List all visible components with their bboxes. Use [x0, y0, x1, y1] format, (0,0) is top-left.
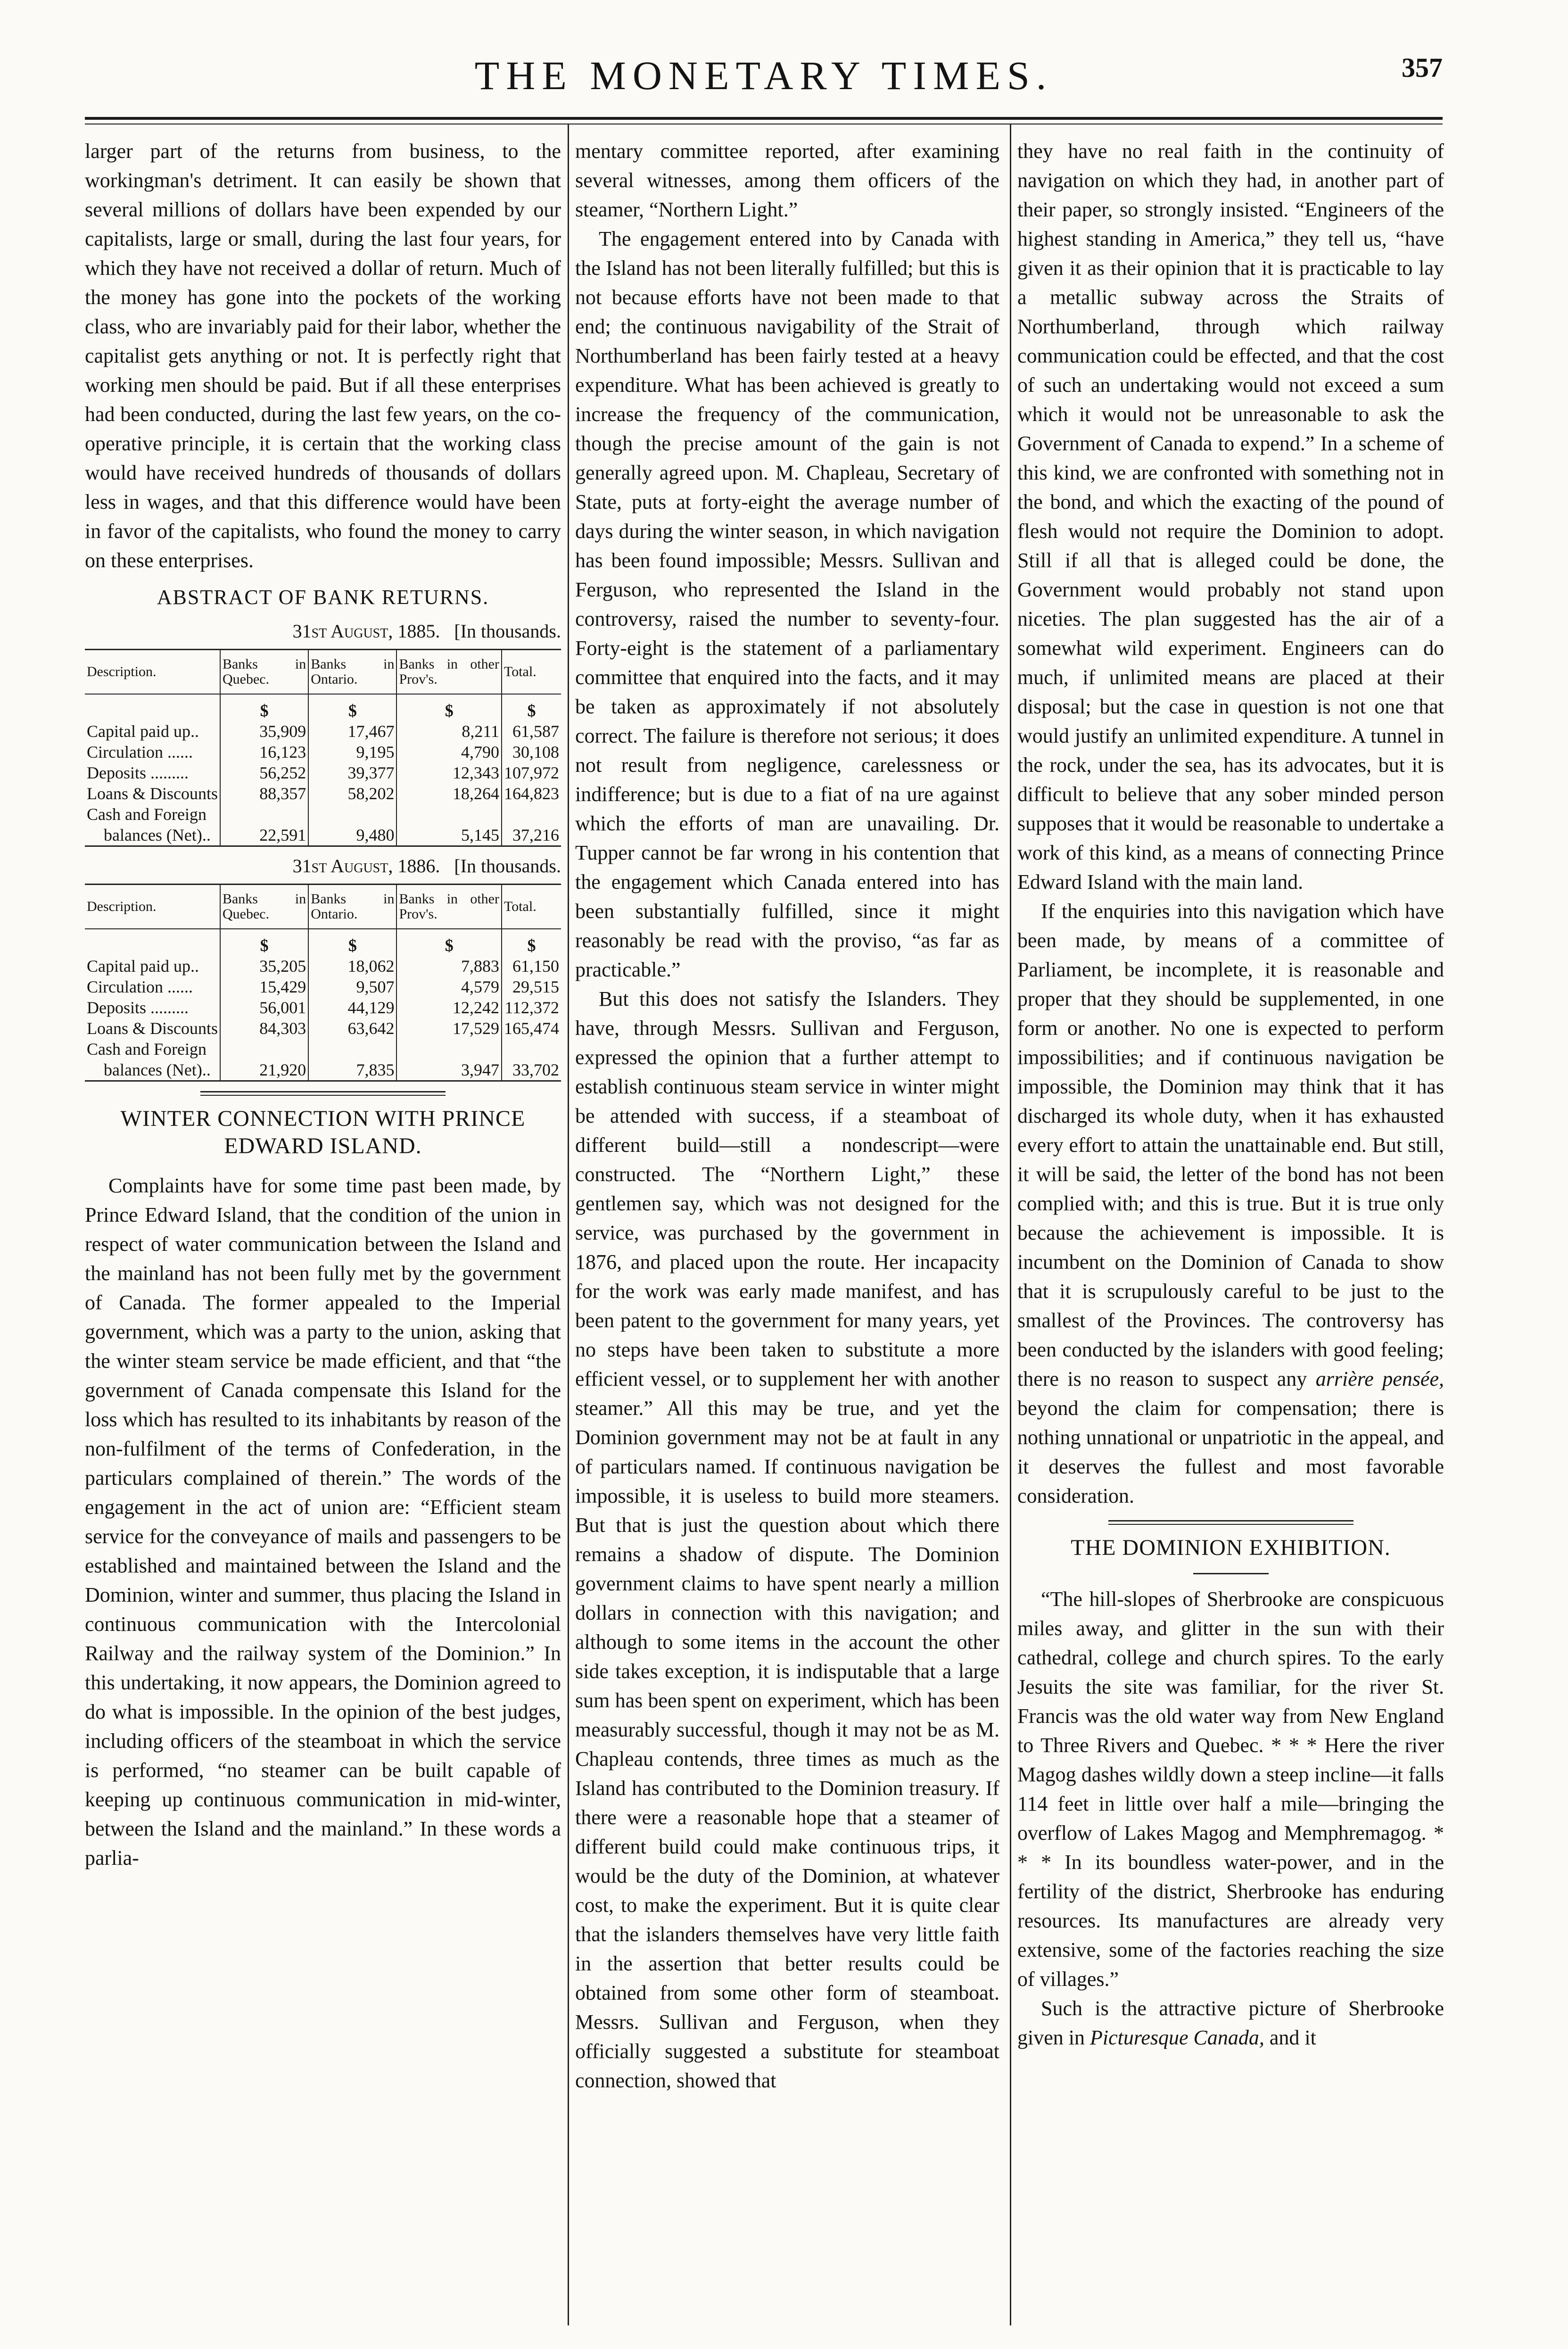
- units-row: $ $ $ $: [85, 694, 561, 721]
- table-row: balances (Net).. 21,920 7,835 3,947 33,702: [85, 1059, 561, 1081]
- paragraph: The engagement entered into by Canada with the Island has not been literally fulfilled; but this is not because efforts have not been made to that end; the continuous navigability of the Strait of Northumberland has been fairly tested at a heavy expenditure. What has been achieved is greatly to increase the frequency of the communication, though the precise amount of the gain is not generally agreed upon. M. Chapleau, Secretary of State, puts at forty-eight the average number of days during the winter season, in which navigation has been found impossible; Messrs. Sullivan and Ferguson, who represented the Island in the controversy, raised the number to seventy-four. Forty-eight is the statement of a parliamentary committee that enquired into the facts, and it may be taken as approximately if not absolutely correct. The failure is therefore not serious; it does not result from negligence, carelessness or indifference; but is due to a fiat of na ure against which the efforts of man are unavailing. Dr. Tupper cannot be far wrong in his contention that the engagement which Canada entered into has been substantially fulfilled, since it might reasonably be read with the proviso, “as far as practicable.”: [575, 227, 999, 981]
- column-2: [575, 137, 999, 2324]
- col-header: Total.: [502, 650, 561, 695]
- table-row: Capital paid up.. 35,909 17,467 8,211 61,587: [85, 721, 561, 742]
- running-title: THE MONETARY TIMES.: [474, 53, 1053, 98]
- paragraph: If the enquiries into this navigation which have been made, by means of a committee of Parliament, be incomplete, it is reasonable and proper that they should be supplemented, in one form or another. No one is expected to perform impossibilities; and if continuous navigation be impossible, the Dominion may think that it has discharged its whole duty, when it has exhausted every effort to attain the unattainable end. But still, it will be said, the letter of the bond has not been complied with; and this is true. But it is true only because the achievement is impossible. It is incumbent on the Dominion of Canada to show that it is scrupulously careful to be just to the smallest of the Provinces. The controversy has been conducted by the islanders with good feeling; there is no reason to suspect any arrière pensée, beyond the claim for compensation; there is nothing unnational or unpatriotic in the appeal, and it deserves the fullest and most favorable consideration.: [1017, 900, 1444, 1507]
- table-row: Loans & Discounts 84,303 63,642 17,529 165,474: [85, 1018, 561, 1039]
- column-rule: [568, 124, 569, 2325]
- column-1: [85, 137, 561, 2324]
- table-row: Capital paid up.. 35,205 18,062 7,883 61,150: [85, 956, 561, 976]
- italic-phrase: arrière pensée,: [1315, 1367, 1444, 1390]
- abstract-title: ABSTRACT OF BANK RETURNS.: [157, 586, 489, 609]
- col-header: Banks in other Prov's.: [396, 650, 502, 695]
- table-row: balances (Net).. 22,591 9,480 5,145 37,216: [85, 825, 561, 846]
- bank-returns-table-1885: [85, 649, 561, 847]
- col-header: Banks in Quebec.: [220, 885, 308, 929]
- col-header: Description.: [85, 650, 220, 695]
- table1-date: [85, 617, 561, 646]
- table-row: Circulation ...... 16,123 9,195 4,790 30,108: [85, 742, 561, 762]
- table-row: Cash and Foreign: [85, 1039, 561, 1059]
- page-number: 357: [1402, 52, 1443, 83]
- section-divider: [1108, 1520, 1353, 1525]
- bank-returns-table-1886: [85, 884, 561, 1082]
- table-row: Deposits ......... 56,001 44,129 12,242 112,372: [85, 997, 561, 1018]
- italic-title: Picturesque Canada,: [1089, 2026, 1264, 2049]
- col-header: Banks in Ontario.: [308, 650, 396, 695]
- col-header: Banks in Ontario.: [308, 885, 396, 929]
- paragraph: “The hill-slopes of Sherbrooke are conspicuous miles away, and glitter in the sun with their cathedral, college and church spires. To the early Jesuits the site was familiar, for the river St. Francis was the old water way from New England to Three Rivers and Quebec. * * * Here the river Magog dashes wildly down a steep incline—it falls 114 feet in little over half a mile—bringing the overflow of Lakes Magog and Memphremagog. * * * In its boundless water-power, and in the fertility of the district, Sherbrooke has enduring resources. Its manufactures are already very extensive, some of the factories reaching the size of villages.”: [1017, 1588, 1444, 1991]
- page-header: [85, 38, 1443, 108]
- table-row: Deposits ......... 56,252 39,377 12,343 107,972: [85, 762, 561, 783]
- section-divider: [200, 1091, 446, 1096]
- col-header: Total.: [502, 885, 561, 929]
- table2-units-note: [In thousands.: [454, 855, 561, 877]
- table-row: Circulation ...... 15,429 9,507 4,579 29,515: [85, 976, 561, 997]
- units-row: $ $ $ $: [85, 929, 561, 956]
- paragraph: Complaints have for some time past been made, by Prince Edward Island, that the condition of the union in respect of water communication between the Island and the mainland has not been fully met by the government of Canada. The former appealed to the Imperial government, which was a party to the union, asking that the winter steam service be made efficient, and that “the government of Canada compensate this Island for the loss which has resulted to its inhabitants by reason of the non-fulfilment of the terms of Confederation, in the particulars complained of therein.” The words of the engagement in the act of union are: “Efficient steam service for the conveyance of mails and passengers to be established and maintained between the Island and the Dominion, winter and summer, thus placing the Island in continuous communication with the Intercolonial Railway and the railway system of the Dominion.” In this undertaking, it now appears, the Dominion agreed to do what is impossible. In the opinion of the best judges, including officers of the steamboat in which the service is performed, “no steamer can be built capable of keeping up continuous communication in mid-winter, between the Island and the mainland.” In these words a parlia-: [85, 1174, 561, 1869]
- paragraph: larger part of the returns from business, to the workingman's detriment. It can easily be shown that several millions of dollars have been expended by our capitalists, large or small, during the last four years, for which they have not received a dollar of return. Much of the money has gone into the pockets of the working class, who are invariably paid for their labor, whether the capitalist gets anything or not. It is perfectly right that working men should be paid. But if all these enterprises had been conducted, during the last few years, on the co-operative principle, it is certain that the working class would have received hundreds of thousands of dollars less in wages, and that this difference would have been in favor of the capitalists, who found the money to carry on these enterprises.: [85, 140, 561, 572]
- table1-date-label: 31st August, 1885.: [292, 620, 440, 642]
- table2-date-label: 31st August, 1886.: [292, 855, 440, 877]
- article-title-winter-connection: WINTER CONNECTION WITH PRINCE EDWARD ISLAND.: [120, 1106, 526, 1158]
- col-header: Banks in other Prov's.: [396, 885, 502, 929]
- article-title-dominion-exhibition: THE DOMINION EXHIBITION.: [1071, 1535, 1391, 1560]
- header-rule: [85, 117, 1443, 124]
- table-row: Loans & Discounts 88,357 58,202 18,264 164,823: [85, 783, 561, 804]
- column-rule: [1010, 124, 1011, 2325]
- table1-units-note: [In thousands.: [454, 620, 561, 642]
- title-underline: [1193, 1573, 1269, 1574]
- table2-date: [85, 852, 561, 881]
- col-header: Banks in Quebec.: [220, 650, 308, 695]
- paragraph: Such is the attractive picture of Sherbrooke given in Picturesque Canada, and it: [1017, 1997, 1444, 2049]
- paragraph: But this does not satisfy the Islanders. They have, through Messrs. Sullivan and Ferguson, expressed the opinion that a further attempt to establish continuous steam service in winter might be attended with success, if a steamboat of different build—still a nondescript—were constructed. The “Northern Light,” these gentlemen say, which was not designed for the service, was purchased by the government in 1876, and placed upon the route. Her incapacity for the work was early made manifest, and has been patent to the government for many years, yet no steps have been taken to substitute a more efficient vessel, or to supplement her with another steamer.” All this may be true, and yet the Dominion government may not be at fault in any of particulars named. If continuous navigation be impossible, it is useless to build more steamers. But that is just the question about which there remains a shadow of dispute. The Dominion government claims to have spent nearly a million dollars in connection with this navigation; and although to some items in the account the other side takes exception, it is indisputable that a large sum has been spent on experiment, which has been measurably successful, though it may not be as M. Chapleau contends, three times as much as the Island has contributed to the Dominion treasury. If there were a reasonable hope that a steamer of different build could make continuous trips, it would be the duty of the Dominion, at whatever cost, to make the experiment. But it is quite clear that the islanders themselves have very little faith in the assertion that better results could be obtained from some other form of steamboat. Messrs. Sullivan and Ferguson, when they officially suggested a substitute for steamboat connection, showed that: [575, 987, 999, 2092]
- paragraph: mentary committee reported, after examining several witnesses, among them officers of the steamer, “Northern Light.”: [575, 140, 999, 221]
- paragraph: they have no real faith in the continuity of navigation on which they had, in another part of their paper, so strongly insisted. “Engineers of the highest standing in America,” they tell us, “have given it as their opinion that it is practicable to lay a metallic subway across the Straits of Northumberland, through which railway communication could be effected, and that the cost of such an undertaking would not exceed a sum which it would not be unreasonable to ask the Government of Canada to expend.” In a scheme of this kind, we are confronted with something not in the bond, and which the exacting of the pound of flesh would not require the Dominion to adopt. Still if all that is alleged could be done, the Government would probably not stand upon niceties. The plan suggested has the air of a somewhat wild experiment. Engineers can do much, if unlimited means are placed at their disposal; but the case in question is not one that would justify an unlimited expenditure. A tunnel in the rock, under the sea, has its advocates, but it is difficult to believe that any sober minded person supposes that it would be reasonable to undertake a work of this kind, as a means of connecting Prince Edward Island with the main land.: [1017, 140, 1444, 893]
- column-3: [1017, 137, 1444, 2324]
- table-row: Cash and Foreign: [85, 804, 561, 825]
- col-header: Description.: [85, 885, 220, 929]
